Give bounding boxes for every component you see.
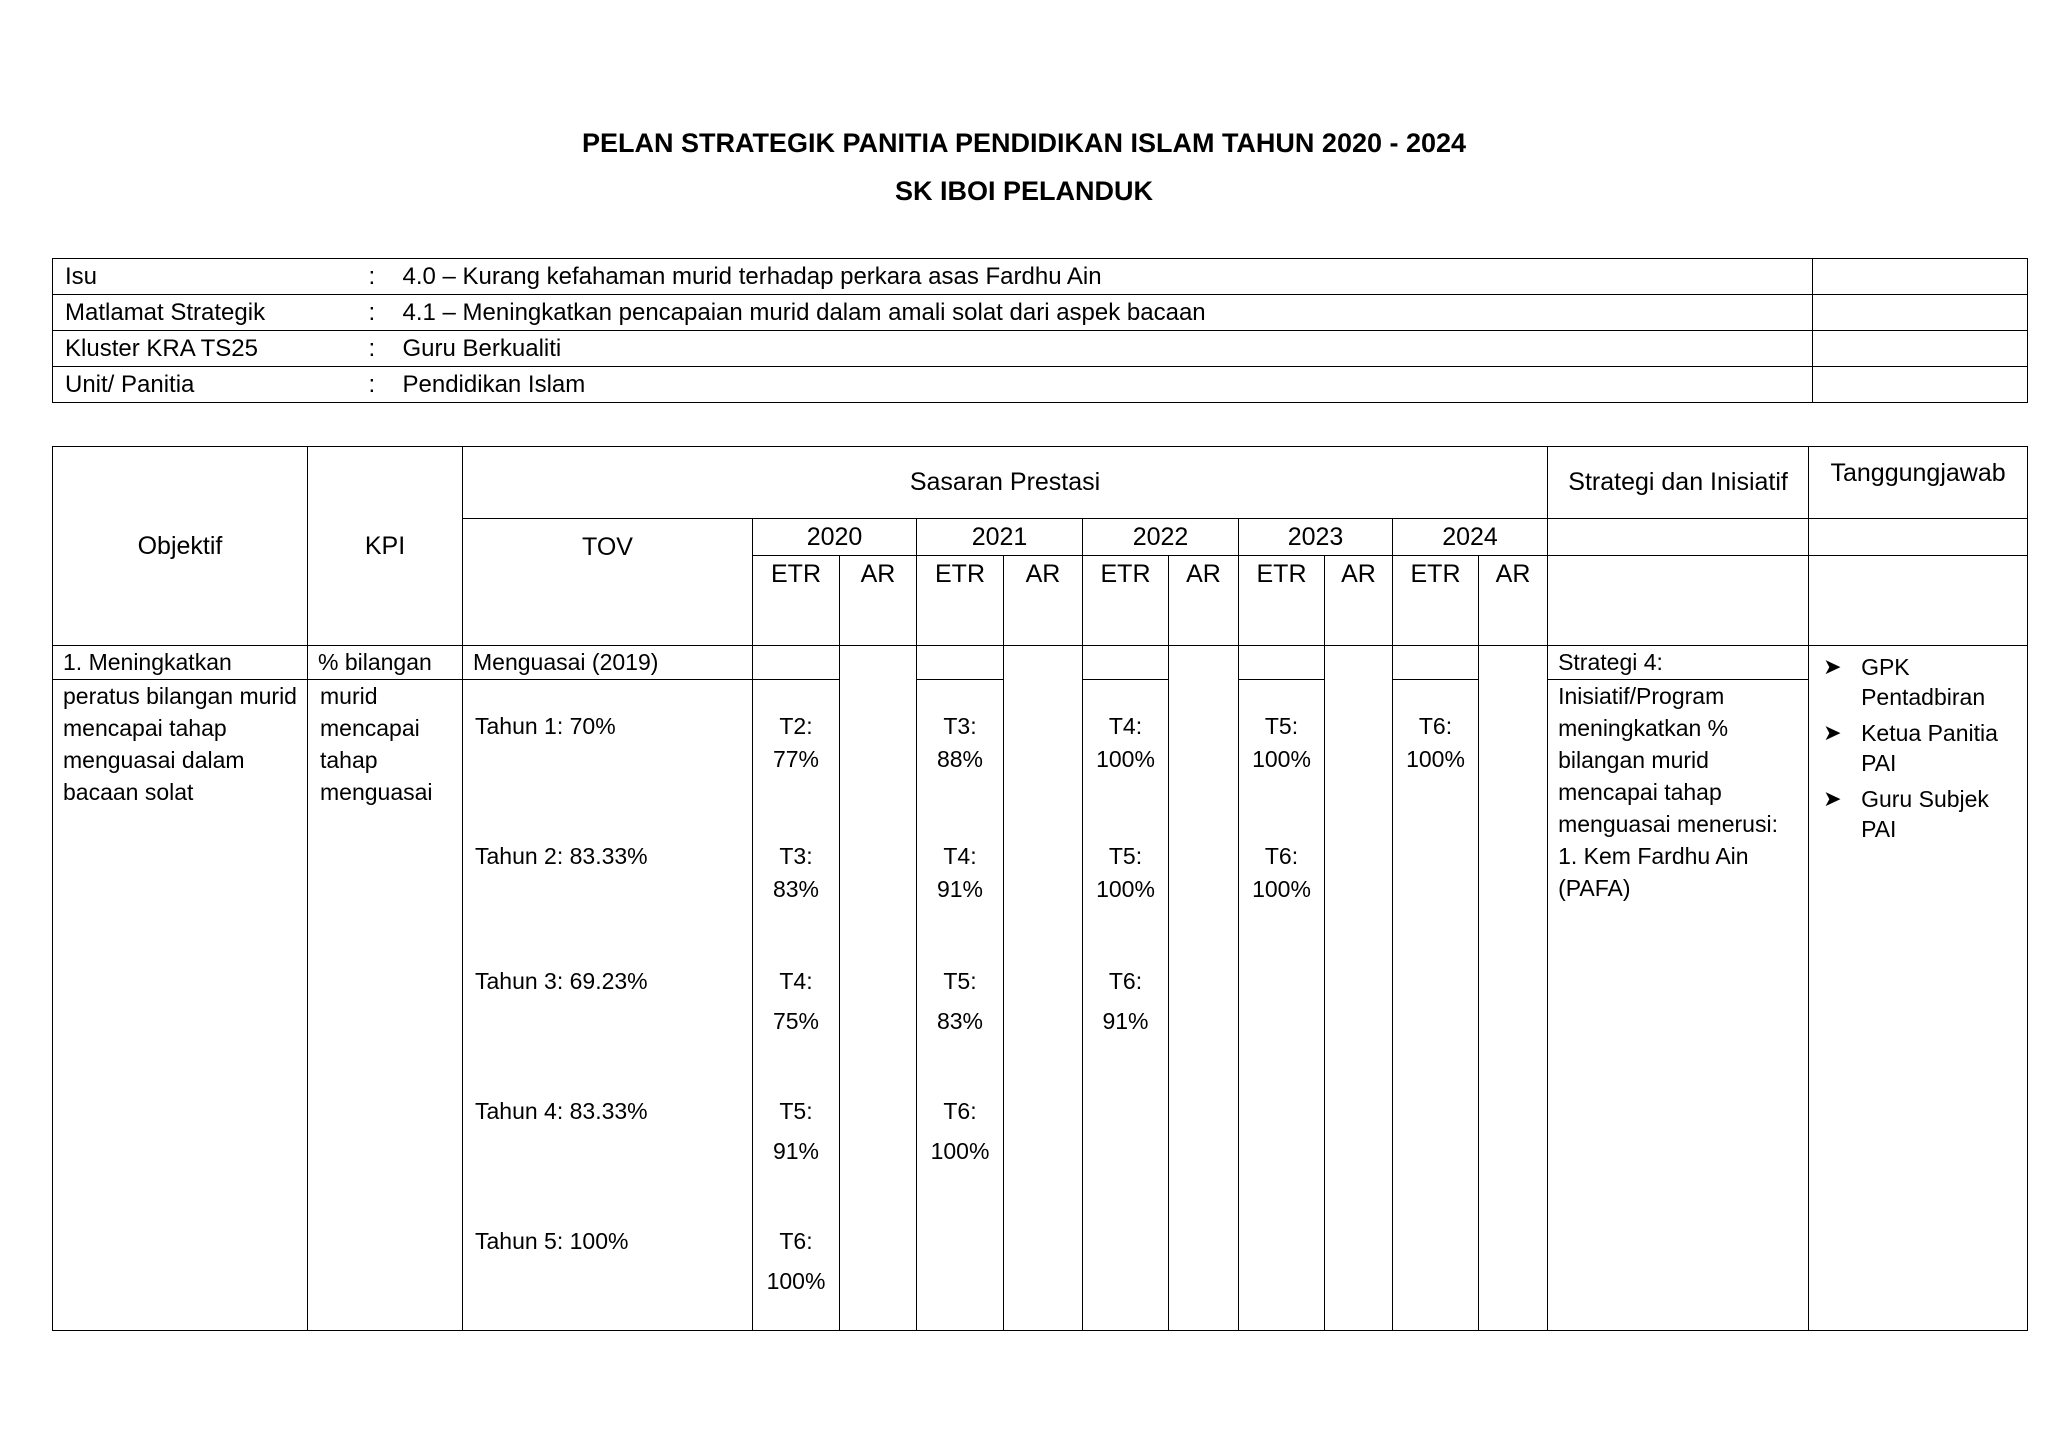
ar-2024-cell xyxy=(1479,646,1548,1331)
info-value: Pendidikan Islam xyxy=(403,367,1813,403)
info-row xyxy=(53,295,2028,331)
blank-cell xyxy=(1809,556,2028,646)
etr-2020-cell xyxy=(753,680,840,1331)
etr-target-label: T5: xyxy=(1108,843,1143,869)
info-extra-cell xyxy=(1813,331,2028,367)
etr-2022-cell xyxy=(1083,680,1169,1331)
etr-target-value: 77% xyxy=(772,746,820,772)
etr-2022-top xyxy=(1083,646,1169,680)
etr-target-label: T6: xyxy=(779,1228,813,1254)
info-colon: : xyxy=(369,331,403,367)
kpi-text: murid mencapai tahap menguasai xyxy=(320,683,433,805)
header-tanggungjawab: Tanggungjawab xyxy=(1809,447,2028,519)
info-extra-cell xyxy=(1813,367,2028,403)
strategi-first-line: Strategi 4: xyxy=(1548,646,1809,680)
header-etr: ETR xyxy=(1239,556,1325,646)
header-ar: AR xyxy=(1479,556,1548,646)
etr-target-label: T6: xyxy=(1264,843,1299,869)
header-strategi: Strategi dan Inisiatif xyxy=(1548,447,1809,519)
info-label: Kluster KRA TS25 xyxy=(53,331,369,367)
blank-cell xyxy=(1548,519,1809,556)
arrow-bullet-icon: ➤ xyxy=(1823,786,1842,811)
etr-target-value: 91% xyxy=(772,1138,820,1164)
tanggungjawab-text: Ketua Panitia PAI xyxy=(1861,720,1998,776)
etr-target-value: 75% xyxy=(772,1008,820,1034)
strategic-plan-table xyxy=(52,446,2028,1331)
info-row xyxy=(53,259,2028,295)
header-year-2023: 2023 xyxy=(1239,519,1393,556)
etr-target-label: T4: xyxy=(943,843,977,869)
strategi-text: Inisiatif/Program meningkatkan % bilangan murid mencapai tahap menguasai menerusi: 1. Kem Fardhu Ain (PAFA) xyxy=(1558,683,1778,901)
info-colon: : xyxy=(369,367,403,403)
etr-target-label: T3: xyxy=(779,843,813,869)
tov-cell xyxy=(463,680,753,1331)
header-ar: AR xyxy=(1169,556,1239,646)
tov-entry: Tahun 5: 100% xyxy=(475,1228,629,1254)
info-value: Guru Berkualiti xyxy=(403,331,1813,367)
etr-target-label: T4: xyxy=(1108,713,1143,739)
etr-target-value: 88% xyxy=(936,746,984,772)
header-year-2020: 2020 xyxy=(753,519,917,556)
info-label: Unit/ Panitia xyxy=(53,367,369,403)
header-tov: TOV xyxy=(463,519,753,646)
objektif-text: peratus bilangan murid mencapai tahap menguasai dalam bacaan solat xyxy=(63,683,297,805)
tanggungjawab-text: Guru Subjek PAI xyxy=(1861,786,1989,842)
etr-target-value: 100% xyxy=(1252,876,1311,902)
etr-target-value: 100% xyxy=(766,1268,826,1294)
tov-entry: Tahun 1: 70% xyxy=(475,713,616,739)
info-table xyxy=(52,258,2028,403)
info-label: Isu xyxy=(53,259,369,295)
ar-2021-cell xyxy=(1004,646,1083,1331)
ar-2020-cell xyxy=(840,646,917,1331)
header-year-2024: 2024 xyxy=(1393,519,1548,556)
etr-target-label: T6: xyxy=(1418,713,1453,739)
arrow-bullet-icon: ➤ xyxy=(1823,654,1842,679)
header-ar: AR xyxy=(1325,556,1393,646)
info-colon: : xyxy=(369,295,403,331)
etr-target-label: T5: xyxy=(779,1098,813,1124)
info-row xyxy=(53,331,2028,367)
header-year-2022: 2022 xyxy=(1083,519,1239,556)
tanggungjawab-item xyxy=(1823,718,2027,778)
info-value: 4.1 – Meningkatkan pencapaian murid dalam amali solat dari aspek bacaan xyxy=(403,295,1813,331)
etr-target-label: T5: xyxy=(943,968,977,994)
header-ar: AR xyxy=(840,556,917,646)
tov-entry: Tahun 4: 83.33% xyxy=(475,1098,648,1124)
page-title: PELAN STRATEGIK PANITIA PENDIDIKAN ISLAM TAHUN 2020 - 2024 xyxy=(581,128,1467,158)
blank-cell xyxy=(1809,519,2028,556)
kpi-cell xyxy=(308,680,463,1331)
header-etr: ETR xyxy=(753,556,840,646)
kpi-first-line: % bilangan xyxy=(308,646,463,680)
ar-2022-cell xyxy=(1169,646,1239,1331)
info-value: 4.0 – Kurang kefahaman murid terhadap perkara asas Fardhu Ain xyxy=(403,259,1813,295)
etr-target-label: T2: xyxy=(779,713,813,739)
etr-target-label: T5: xyxy=(1264,713,1299,739)
etr-target-value: 91% xyxy=(936,876,984,902)
tanggungjawab-item xyxy=(1823,784,2027,844)
objektif-cell xyxy=(53,680,308,1331)
etr-target-value: 91% xyxy=(1102,1008,1149,1034)
info-extra-cell xyxy=(1813,295,2028,331)
etr-2024-top xyxy=(1393,646,1479,680)
info-extra-cell xyxy=(1813,259,2028,295)
blank-cell xyxy=(1548,556,1809,646)
tanggungjawab-text: GPK Pentadbiran xyxy=(1861,654,1986,710)
header-objektif: Objektif xyxy=(53,447,308,646)
etr-2023-top xyxy=(1239,646,1325,680)
header-etr: ETR xyxy=(917,556,1004,646)
header-kpi: KPI xyxy=(308,447,463,646)
etr-target-value: 83% xyxy=(936,1008,984,1034)
tanggungjawab-item xyxy=(1823,652,2027,712)
tanggungjawab-cell xyxy=(1809,646,2028,1331)
tov-first-line: Menguasai (2019) xyxy=(463,646,753,680)
etr-target-label: T6: xyxy=(943,1098,977,1124)
ar-2023-cell xyxy=(1325,646,1393,1331)
etr-target-value: 100% xyxy=(1406,746,1465,772)
header-sasaran-prestasi: Sasaran Prestasi xyxy=(463,447,1548,519)
header-year-2021: 2021 xyxy=(917,519,1083,556)
arrow-bullet-icon: ➤ xyxy=(1823,720,1842,745)
tov-entry: Tahun 2: 83.33% xyxy=(475,843,648,869)
objektif-first-line: 1. Meningkatkan xyxy=(53,646,308,680)
etr-2023-cell xyxy=(1239,680,1325,1331)
header-etr: ETR xyxy=(1393,556,1479,646)
etr-target-label: T3: xyxy=(943,713,977,739)
strategi-cell xyxy=(1548,680,1809,1331)
etr-target-value: 83% xyxy=(772,876,820,902)
header-ar: AR xyxy=(1004,556,1083,646)
tov-entry: Tahun 3: 69.23% xyxy=(475,968,648,994)
etr-2020-top xyxy=(753,646,840,680)
etr-target-value: 100% xyxy=(1096,876,1155,902)
etr-2021-cell xyxy=(917,680,1004,1331)
info-row xyxy=(53,367,2028,403)
etr-target-label: T4: xyxy=(779,968,813,994)
header-etr: ETR xyxy=(1083,556,1169,646)
school-name: SK IBOI PELANDUK xyxy=(894,176,1154,206)
etr-2021-top xyxy=(917,646,1004,680)
etr-2024-cell xyxy=(1393,680,1479,1331)
info-colon: : xyxy=(369,259,403,295)
etr-target-value: 100% xyxy=(1096,746,1155,772)
info-label: Matlamat Strategik xyxy=(53,295,369,331)
etr-target-value: 100% xyxy=(930,1138,990,1164)
etr-target-label: T6: xyxy=(1108,968,1143,994)
etr-target-value: 100% xyxy=(1252,746,1311,772)
